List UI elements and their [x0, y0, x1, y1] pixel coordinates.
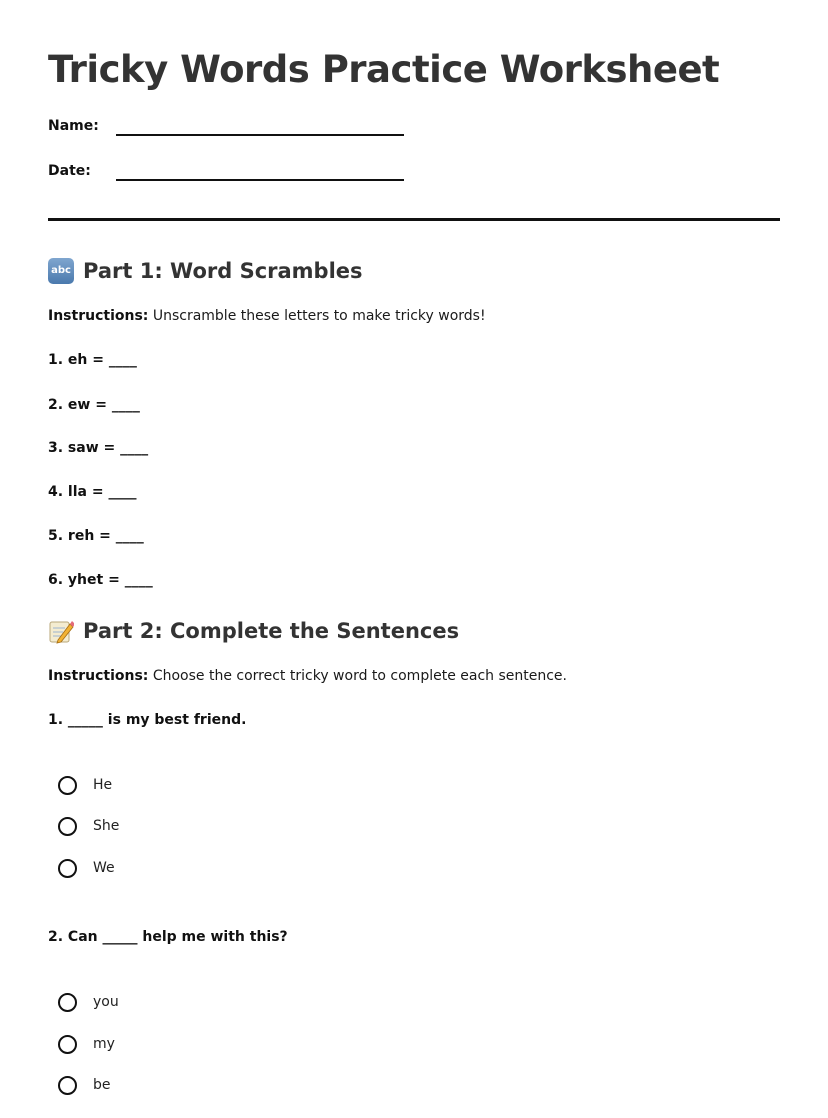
- radio-button[interactable]: [58, 1076, 77, 1095]
- option-she[interactable]: [58, 814, 119, 838]
- scramble-item: 6. yhet = ____: [48, 572, 153, 588]
- date-input-line[interactable]: [116, 179, 404, 181]
- part2-heading-text: Part 2: Complete the Sentences: [83, 619, 460, 643]
- part2-heading: [48, 618, 459, 644]
- part1-heading-text: Part 1: Word Scrambles: [83, 259, 363, 283]
- question-1: 1. _____ is my best friend.: [48, 712, 247, 728]
- header-divider: [48, 218, 780, 221]
- option-my[interactable]: [58, 1032, 115, 1056]
- radio-button[interactable]: [58, 817, 77, 836]
- part1-instructions-text: Unscramble these letters to make tricky words!: [148, 308, 486, 324]
- radio-button[interactable]: [58, 993, 77, 1012]
- scramble-item: 2. ew = ____: [48, 397, 140, 413]
- option-he[interactable]: [58, 773, 112, 797]
- part2-instructions: [48, 668, 567, 684]
- radio-button[interactable]: [58, 776, 77, 795]
- date-label: Date:: [48, 163, 91, 179]
- scramble-item: 5. reh = ____: [48, 528, 144, 544]
- part1-instructions-label: Instructions:: [48, 308, 149, 324]
- part1-instructions: [48, 308, 486, 324]
- option-label: He: [93, 777, 113, 793]
- option-be[interactable]: [58, 1073, 111, 1097]
- radio-button[interactable]: [58, 1035, 77, 1054]
- memo-icon: [48, 618, 74, 644]
- option-you[interactable]: [58, 990, 119, 1014]
- part2-instructions-text: Choose the correct tricky word to complete each sentence.: [148, 668, 567, 684]
- part1-heading: [48, 258, 363, 284]
- part2-instructions-label: Instructions:: [48, 668, 149, 684]
- option-label: my: [93, 1036, 115, 1052]
- scramble-item: 1. eh = ____: [48, 352, 137, 368]
- scramble-item: 4. lla = ____: [48, 484, 137, 500]
- option-label: She: [93, 818, 120, 834]
- option-label: you: [93, 994, 119, 1010]
- radio-button[interactable]: [58, 859, 77, 878]
- option-label: be: [93, 1077, 111, 1093]
- option-label: We: [93, 860, 115, 876]
- page-title: Tricky Words Practice Worksheet: [48, 48, 720, 91]
- scramble-item: 3. saw = ____: [48, 440, 149, 456]
- abc-icon: abc: [48, 258, 74, 284]
- name-input-line[interactable]: [116, 134, 404, 136]
- question-2: 2. Can _____ help me with this?: [48, 929, 288, 945]
- option-we[interactable]: [58, 856, 115, 880]
- name-label: Name:: [48, 118, 99, 134]
